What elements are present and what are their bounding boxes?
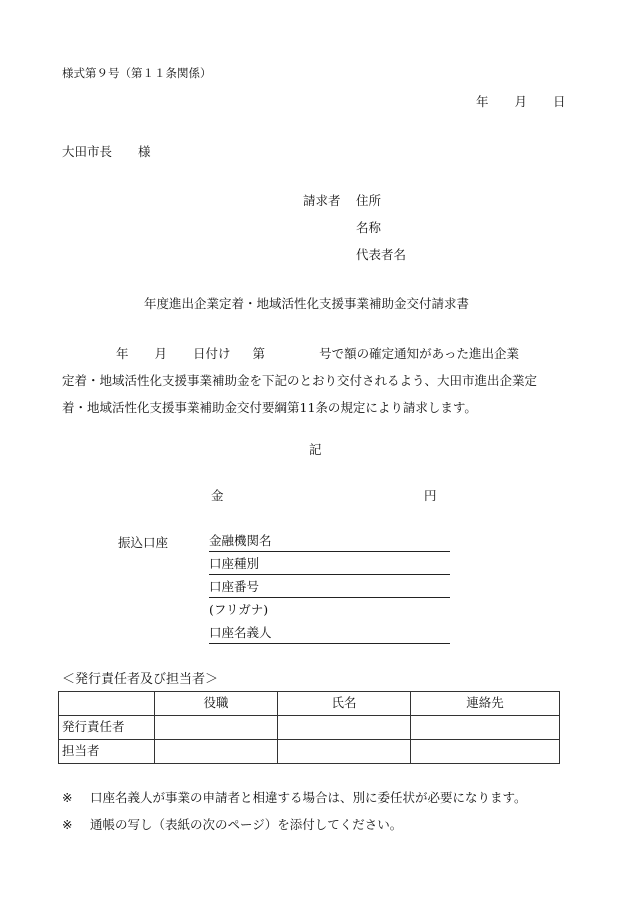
table-row <box>59 716 560 740</box>
form-number: 様式第９号（第１１条関係） <box>62 66 212 80</box>
table-row <box>59 740 560 764</box>
position-cell[interactable] <box>155 716 278 740</box>
ki-marker: 記 <box>309 442 322 457</box>
contact-cell[interactable] <box>411 716 560 740</box>
addressee-honorific: 様 <box>138 144 151 159</box>
requester-address-label: 住所 <box>356 193 382 208</box>
bank-name-label: 金融機関名 <box>209 533 272 548</box>
account-holder-label: 口座名義人 <box>209 625 272 640</box>
amount-unit: 円 <box>424 488 437 503</box>
requester-name-label: 名称 <box>356 220 382 235</box>
contact-cell[interactable] <box>411 740 560 764</box>
note-mark: ※ <box>62 790 73 805</box>
addressee <box>62 146 151 159</box>
furigana-field[interactable] <box>209 603 450 620</box>
body-date-suffix: 日付け <box>193 346 231 361</box>
requester-representative-label: 代表者名 <box>356 247 407 262</box>
body-number-prefix: 第 <box>252 346 266 361</box>
row-label: 発行責任者 <box>59 716 155 740</box>
requester-label: 請求者 <box>303 193 341 208</box>
table-header-position: 役職 <box>155 692 278 716</box>
table-header-blank <box>59 692 155 716</box>
body-month: 月 <box>154 346 168 361</box>
document-title: 年度進出企業定着・地域活性化支援事業補助金交付請求書 <box>144 296 470 311</box>
body-line-2: 定着・地域活性化支援事業補助金を下記のとおり交付されるよう、大田市進出企業定 <box>62 373 538 388</box>
account-type-label: 口座種別 <box>209 556 260 571</box>
name-cell[interactable] <box>278 740 411 764</box>
addressee-name: 大田市長 <box>62 144 113 159</box>
bank-name-field[interactable] <box>209 534 450 552</box>
account-number-label: 口座番号 <box>209 579 260 594</box>
position-cell[interactable] <box>155 740 278 764</box>
body-year: 年 <box>116 346 129 361</box>
date-month: 月 <box>514 94 528 109</box>
furigana-label: (フリガナ) <box>209 602 269 617</box>
account-type-field[interactable] <box>209 557 450 575</box>
body-number-suffix: 号で額の確定通知があった進出企業 <box>319 346 519 361</box>
table-header-name: 氏名 <box>278 692 411 716</box>
note-text: 口座名義人が事業の申請者と相違する場合は、別に委任状が必要になります。 <box>90 790 527 805</box>
date-day: 日 <box>553 94 566 109</box>
bank-account-label: 振込口座 <box>118 535 169 550</box>
note-mark: ※ <box>62 817 73 832</box>
row-label: 担当者 <box>59 740 155 764</box>
account-number-field[interactable] <box>209 580 450 598</box>
table-header-row <box>59 692 560 716</box>
note-1 <box>62 792 527 805</box>
body-line-3: 着・地域活性化支援事業補助金交付要綱第11条の規定により請求します。 <box>62 400 477 415</box>
contact-table-heading: ＜発行責任者及び担当者＞ <box>62 672 219 687</box>
date-line <box>476 96 566 109</box>
note-text: 通帳の写し（表紙の次のページ）を添付してください。 <box>90 817 403 832</box>
account-holder-field[interactable] <box>209 626 450 644</box>
table-header-contact: 連絡先 <box>411 692 560 716</box>
body-line-1 <box>62 348 567 361</box>
date-year: 年 <box>476 94 489 109</box>
name-cell[interactable] <box>278 716 411 740</box>
contact-table <box>58 691 560 764</box>
note-2 <box>62 819 402 832</box>
amount-label: 金 <box>211 488 224 503</box>
